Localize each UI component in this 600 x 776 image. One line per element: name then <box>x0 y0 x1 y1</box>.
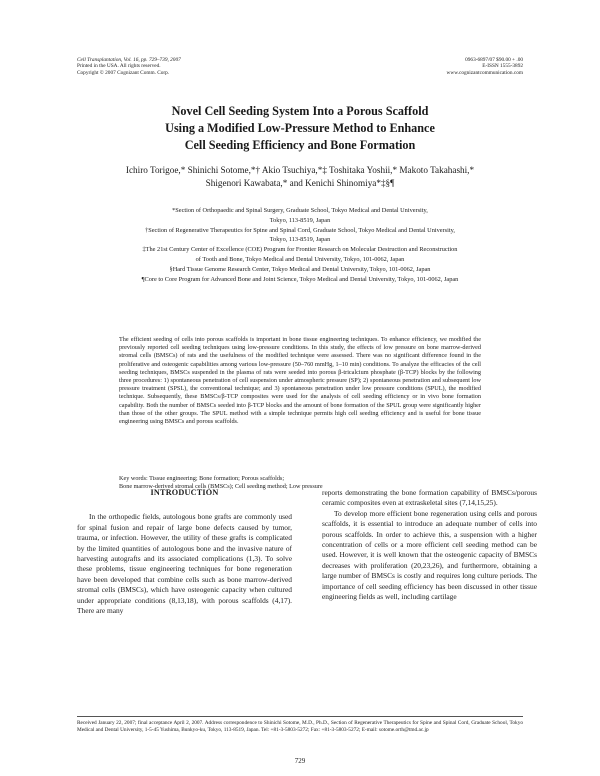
affiliation-line: ¶Core to Core Program for Advanced Bone and Joint Science, Tokyo Medical and Dental University, Tokyo, 101-0062, Japan <box>141 275 459 283</box>
footnote: Received January 22, 2007; final acceptance April 2, 2007. Address correspondence to Shinichi Sotome, M.D., Ph.D., Section of Regenerative Therapeutics for Spine and Spinal Cord, Graduate School, Tokyo Medical and Dental University, 1-5-45 Yushima, Bunkyo-ku, Tokyo, 113-8519, Japan. Tel: +81-3-5803-5272; Fax: +81-3-5803-5272; E-mail: sotome.orth@tmd.ac.jp <box>77 720 523 734</box>
copyright-note: Copyright © 2007 Cognizant Comm. Corp. <box>77 69 170 76</box>
page-number: 729 <box>294 757 306 765</box>
affiliation-line: of Tooth and Bone, Tokyo Medical and Dental University, Tokyo, 101-0062, Japan <box>195 255 405 263</box>
affiliation-line: Tokyo, 113-8519, Japan <box>269 216 331 224</box>
article-title <box>60 103 540 154</box>
title-line: Novel Cell Seeding System Into a Porous Scaffold <box>171 104 429 118</box>
author-line: Ichiro Torigoe,* Shinichi Sotome,*† Akio Tsuchiya,*‡ Toshitaka Yoshii,* Makoto Takahashi,* <box>125 165 475 175</box>
body-column-left <box>77 488 292 616</box>
affiliation-line: ‡The 21st Century Center of Excellence (COE) Program for Frontier Research on Molecular Destruction and Reconstruction <box>142 246 458 254</box>
issn-price: 0963-6897/07 $90.00 + .00 <box>465 57 523 63</box>
affiliation-line: Tokyo, 113-8519, Japan <box>269 236 331 244</box>
author-list <box>60 164 540 190</box>
title-line: Cell Seeding Efficiency and Bone Formation <box>184 138 416 152</box>
footnote-divider <box>77 716 523 717</box>
journal-header-left <box>77 57 181 76</box>
publisher-url[interactable]: www.cognizantcommunication.com <box>446 69 523 76</box>
author-line: Shigenori Kawabata,* and Kenichi Shinomiya*‡§¶ <box>205 178 395 188</box>
affiliation-line: *Section of Orthopaedic and Spinal Surgery, Graduate School, Tokyo Medical and Dental University, <box>172 207 428 214</box>
journal-citation: Cell Transplantation, Vol. 16, pp. 729–739, 2007 <box>77 57 181 63</box>
introduction-heading: INTRODUCTION <box>150 488 219 497</box>
keywords-line: Bone marrow-derived stromal cells (BMSCs); Cell seeding method; Low pressure <box>119 483 323 491</box>
abstract: The efficient seeding of cells into porous scaffolds is important in bone tissue engineering techniques. To enhance efficiency, we modified the previously reported cell seeding techniques using low-pressure conditions. In this study, the effects of low pressure on bone marrow-derived stromal cells (BMSCs) of rats and the usefulness of the modified technique were assessed. There was no significant difference found in the proliferative and osteogenic capabilities among various low-pressure (50–760 mmHg, 1–10 min) conditions. To analyze the efficacies of the cell seeding techniques, BMSCs suspended in the plasma of rats were seeded into porous β-tricalcium phosphate (β-TCP) blocks by the following three procedures: 1) spontaneous penetration of cell suspension under atmospheric pressure (SP); 2) spontaneous penetration and subsequent low pressure treatment (SPSL), the conventional technique; and 3) spontaneous penetration under low pressure conditions (SPUL), the modified technique. Subsequently, these BMSCs/β-TCP composites were used for the analysis of cell seeding efficiency or in vivo bone formation capability. Both the number of BMSCs seeded into β-TCP blocks and the amount of bone formation of the SPUL group were significantly higher than those of the other groups. The SPUL method with a simple technique permits high cell seeding efficiency and is useful for bone tissue engineering using BMSCs and porous scaffolds. <box>119 336 481 426</box>
affiliations <box>50 206 550 284</box>
introduction-paragraph: In the orthopedic fields, autologous bone grafts are commonly used for spinal fusion and repair of large bone defects caused by tumor, trauma, or infection. However, the utility of these grafts is complicated by the limited quantities of autologous bone and the invasive nature of harvesting autografts and its associated complications (1,3). To solve these problems, tissue engineering techniques for bone regeneration have been developed that combine cells such as bone marrow-derived stromal cells (BMSCs), which have osteogenic capacity when cultured under appropriate conditions (8,13,18), with porous scaffolds (4,17). There are many <box>77 512 292 616</box>
printed-note: Printed in the USA. All rights reserved. <box>77 63 161 70</box>
introduction-paragraph: To develop more efficient bone regeneration using cells and porous scaffolds, it is essential to introduce an adequate number of cells into porous scaffolds. In order to achieve this, a suspension with a higher concentration of cells or a more efficient cell seeding method can be used. However, it is well known that the osteogenic capacity of BMSCs decreases with proliferation (20,23,26), and furthermore, obtaining a large number of BMSCs is costly and requires long culture periods. The importance of cell seeding efficiency has been discussed in other tissue engineering fields as well, including cartilage <box>322 508 537 602</box>
title-line: Using a Modified Low-Pressure Method to Enhance <box>165 121 435 135</box>
keywords-line: Key words: Tissue engineering; Bone formation; Porous scaffolds; <box>119 475 285 482</box>
introduction-continuation: reports demonstrating the bone formation capability of BMSCs/porous ceramic composites even at extraskeletal sites (7,14,15,25). <box>322 488 537 508</box>
body-column-right <box>322 488 537 602</box>
journal-header-right <box>447 57 523 76</box>
affiliation-line: §Hard Tissue Genome Research Center, Tokyo Medical and Dental University, Tokyo, 101-0062, Japan <box>169 265 431 273</box>
affiliation-line: †Section of Regenerative Therapeutics for Spine and Spinal Cord, Graduate School, Tokyo Medical and Dental University, <box>145 226 455 234</box>
e-issn: E-ISSN 1555-3892 <box>482 63 523 70</box>
